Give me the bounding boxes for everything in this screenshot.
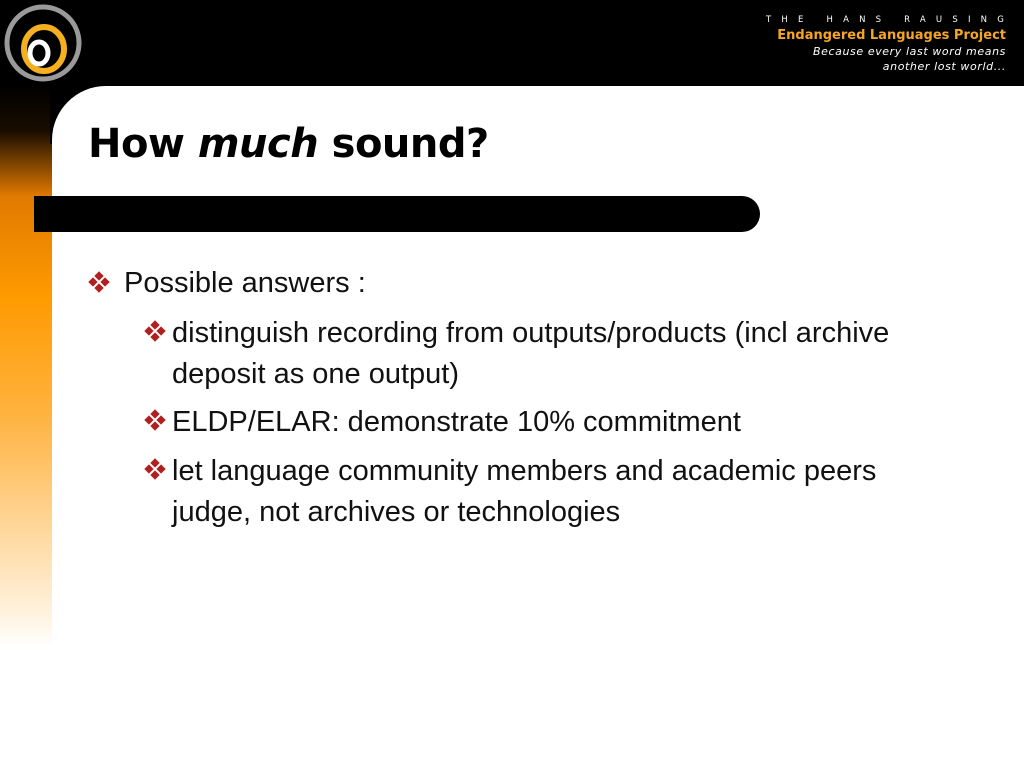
side-gradient-band <box>0 86 52 646</box>
slide-title <box>88 116 489 172</box>
brand-tagline-line2: another lost world... <box>882 60 1006 73</box>
diamond-bullet-icon <box>144 409 166 431</box>
bullet-text: Possible answers : <box>124 267 366 299</box>
brand-project-name: Endangered Languages Project <box>777 28 1006 43</box>
logo-rings-icon <box>3 3 83 83</box>
diamond-bullet-icon <box>144 458 166 480</box>
diamond-bullet-icon <box>88 271 110 293</box>
bullet-item <box>144 451 932 533</box>
diamond-bullet-icon <box>144 320 166 342</box>
bullet-text: let language community members and academic peers judge, not archives or technologies <box>172 455 877 528</box>
brand-top-line: THE HANS RAUSING <box>766 15 1014 25</box>
bullet-item <box>144 402 932 443</box>
bullet-text: ELDP/ELAR: demonstrate 10% commitment <box>172 406 741 438</box>
title-suffix: sound? <box>331 121 489 167</box>
title-emphasis: much <box>197 121 319 167</box>
title-prefix: How <box>88 121 185 167</box>
title-underline-bar <box>34 196 760 232</box>
bullet-text: distinguish recording from outputs/products (incl archive deposit as one output) <box>172 317 890 390</box>
bullet-item <box>144 313 932 395</box>
brand-block <box>746 14 1014 74</box>
brand-tagline-line1: Because every last word means <box>812 45 1006 58</box>
bullet-item <box>88 264 366 302</box>
